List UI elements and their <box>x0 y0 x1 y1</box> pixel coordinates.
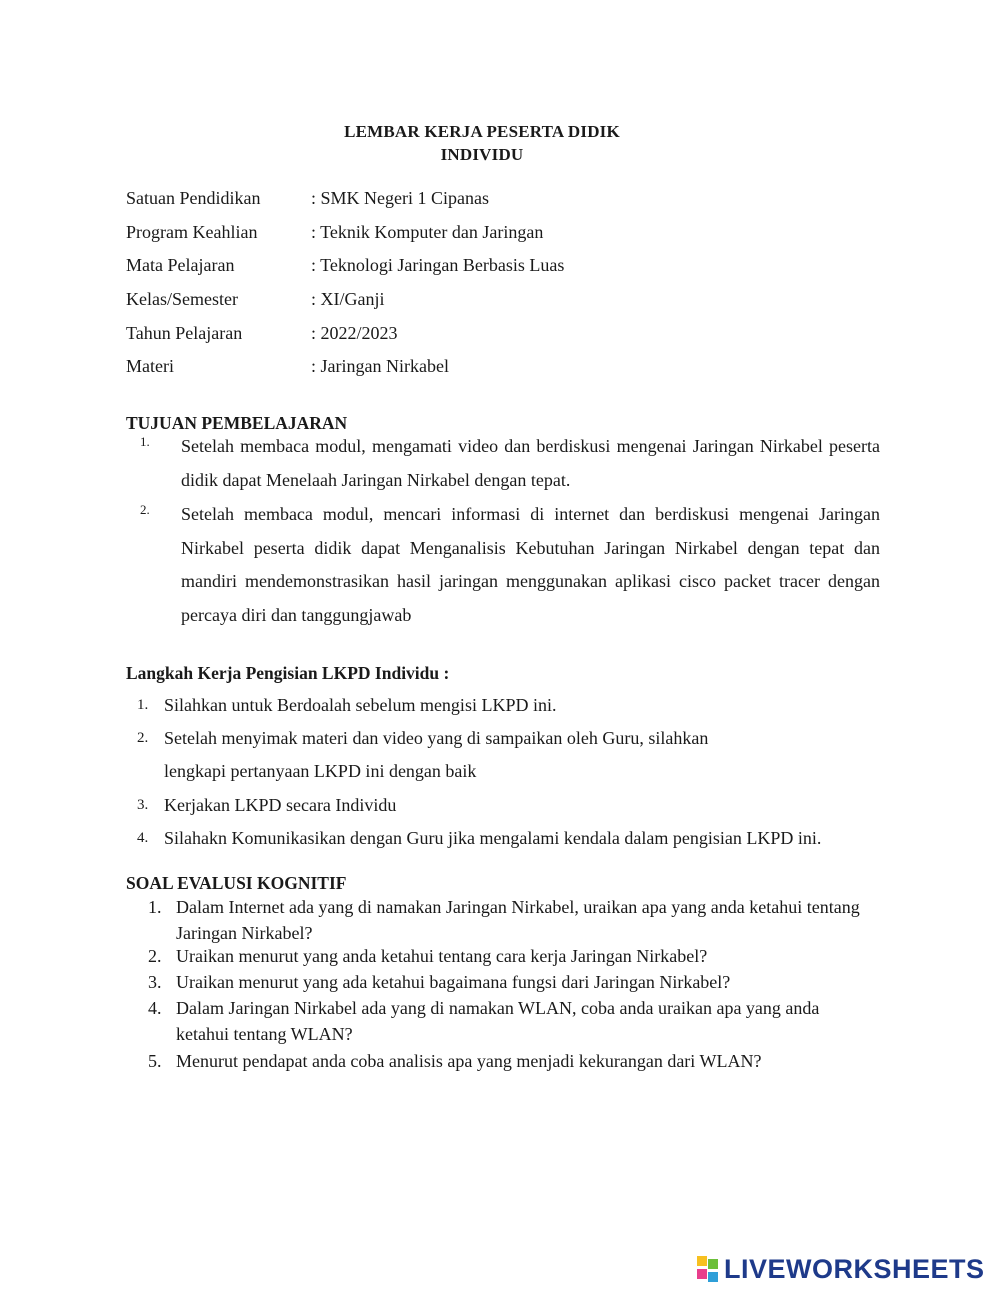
document-title: LEMBAR KERJA PESERTA DIDIK <box>344 122 620 141</box>
soal-text: Dalam Internet ada yang di namakan Jaringan Nirkabel, uraikan apa yang anda ketahui tentang Jaringan Nirkabel? <box>176 897 860 943</box>
langkah-line: lengkapi pertanyaan LKPD ini dengan baik <box>164 761 477 781</box>
langkah-line: Setelah menyimak materi dan video yang di sampaikan oleh Guru, silahkan <box>164 728 709 748</box>
info-value: : SMK Negeri 1 Cipanas <box>311 188 489 208</box>
tujuan-number: 2. <box>140 502 150 517</box>
soal-number: 3. <box>148 972 162 992</box>
liveworksheets-logo[interactable] <box>697 1254 985 1284</box>
langkah-text <box>164 789 904 822</box>
langkah-text <box>164 722 904 788</box>
tujuan-text: Setelah membaca modul, mencari informasi di internet dan berdiskusi mengenai Jaringan Nirkabel peserta didik dapat Menganalisis Kebutuhan Jaringan Nirkabel dengan tepat dan mandiri mendemonstrasikan hasil jaringan menggunakan aplikasi cisco packet tracer dengan percaya diri dan tanggungjawab <box>181 504 880 625</box>
soal-text: Uraikan menurut yang anda ketahui tentang cara kerja Jaringan Nirkabel? <box>176 946 708 966</box>
soal-number: 4. <box>148 998 162 1018</box>
langkah-text <box>164 822 904 855</box>
soal-text: Menurut pendapat anda coba analisis apa yang menjadi kekurangan dari WLAN? <box>176 1051 762 1071</box>
langkah-line: Silahkan untuk Berdoalah sebelum mengisi LKPD ini. <box>164 695 557 715</box>
soal-number: 2. <box>148 946 162 966</box>
langkah-number: 4. <box>137 830 149 846</box>
liveworksheets-brand-text: LIVEWORKSHEETS <box>724 1253 985 1284</box>
info-row-mapel <box>126 255 826 277</box>
info-row-satuan <box>126 188 826 210</box>
info-value: : Jaringan Nirkabel <box>311 356 449 376</box>
info-row-materi <box>126 356 826 378</box>
info-row-program <box>126 222 826 244</box>
langkah-line: Kerjakan LKPD secara Individu <box>164 795 397 815</box>
document-subtitle: INDIVIDU <box>440 145 524 164</box>
langkah-number: 2. <box>137 730 149 746</box>
info-row-tahun <box>126 323 826 345</box>
info-label: Tahun Pelajaran <box>126 323 243 343</box>
soal-text: Uraikan menurut yang ada ketahui bagaimana fungsi dari Jaringan Nirkabel? <box>176 972 731 992</box>
tujuan-text: Setelah membaca modul, mengamati video dan berdiskusi mengenai Jaringan Nirkabel peserta didik dapat Menelaah Jaringan Nirkabel dengan tepat. <box>181 436 880 490</box>
soal-heading: SOAL EVALUSI KOGNITIF <box>126 873 347 893</box>
langkah-number: 3. <box>137 797 149 813</box>
info-label: Kelas/Semester <box>126 289 238 309</box>
langkah-line: Silahakn Komunikasikan dengan Guru jika mengalami kendala dalam pengisian LKPD ini. <box>164 828 822 848</box>
info-label: Mata Pelajaran <box>126 255 235 275</box>
tujuan-heading: TUJUAN PEMBELAJARAN <box>126 413 348 433</box>
liveworksheets-logo-icon <box>697 1256 721 1282</box>
langkah-number: 1. <box>137 697 149 713</box>
info-value: : Teknologi Jaringan Berbasis Luas <box>311 255 565 275</box>
langkah-text <box>164 689 904 722</box>
langkah-heading: Langkah Kerja Pengisian LKPD Individu : <box>126 663 450 683</box>
soal-text: Dalam Jaringan Nirkabel ada yang di namakan WLAN, coba anda uraikan apa yang anda ketahui tentang WLAN? <box>176 998 820 1044</box>
info-row-kelas <box>126 289 826 311</box>
info-label: Program Keahlian <box>126 222 258 242</box>
soal-number: 5. <box>148 1051 162 1071</box>
info-value: : Teknik Komputer dan Jaringan <box>311 222 544 242</box>
info-label: Materi <box>126 356 174 376</box>
soal-number: 1. <box>148 897 162 917</box>
tujuan-number: 1. <box>140 434 150 449</box>
info-label: Satuan Pendidikan <box>126 188 261 208</box>
info-value: : XI/Ganji <box>311 289 385 309</box>
info-value: : 2022/2023 <box>311 323 398 343</box>
